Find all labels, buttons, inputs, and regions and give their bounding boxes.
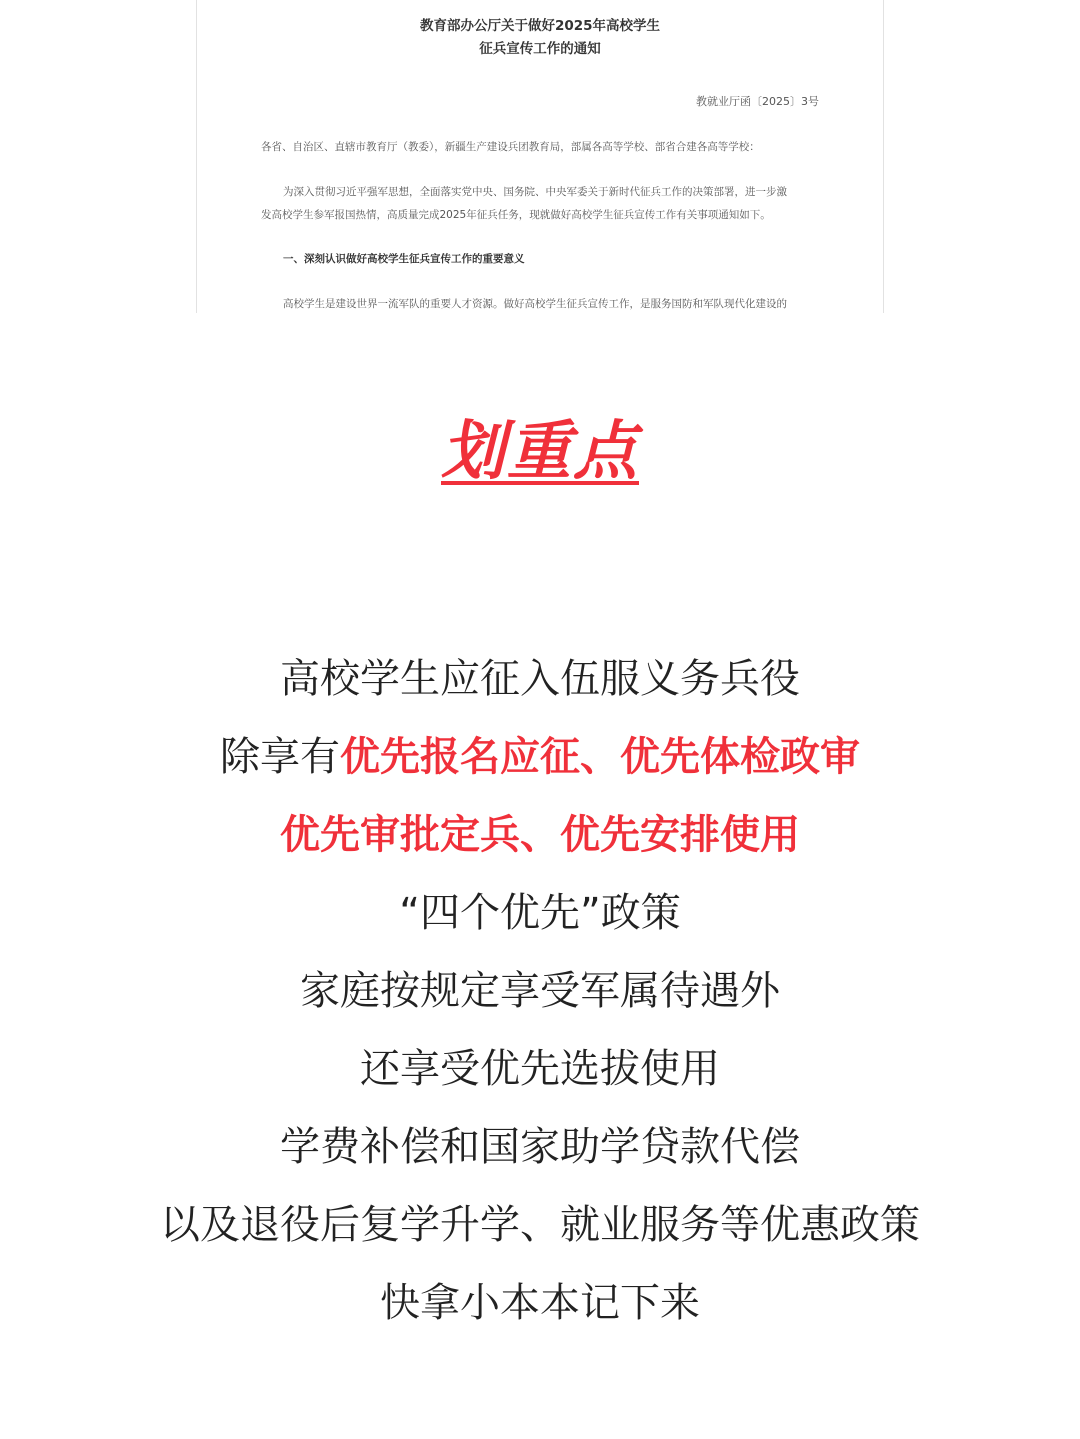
summary-line-5: 家庭按规定享受军属待遇外	[300, 968, 780, 1014]
summary-line-1: 高校学生应征入伍服义务兵役	[280, 656, 800, 702]
document-section1-heading: 一、深刻认识做好高校学生征兵宣传工作的重要意义	[283, 253, 525, 265]
summary-line-8: 以及退役后复学升学、就业服务等优惠政策	[160, 1202, 920, 1248]
document-reference-number: 教就业厅函〔2025〕3号	[696, 95, 819, 108]
summary-line-9: 快拿小本本记下来	[380, 1280, 700, 1326]
summary-line-3-highlight: 优先审批定兵、优先安排使用	[280, 812, 800, 858]
notice-document-image	[196, 0, 884, 313]
policy-summary	[0, 640, 1080, 1342]
document-title-line2: 征兵宣传工作的通知	[479, 41, 601, 57]
summary-line-2	[0, 718, 1080, 796]
summary-line-2-prefix: 除享有	[220, 734, 340, 780]
document-paragraph2-line1: 高校学生是建设世界一流军队的重要人才资源。做好高校学生征兵宣传工作，是服务国防和军队现代化建设的	[283, 298, 787, 310]
summary-line-6: 还享受优先选拔使用	[360, 1046, 720, 1092]
document-title-line1: 教育部办公厅关于做好2025年高校学生	[419, 18, 661, 34]
summary-line-7: 学费补偿和国家助学贷款代偿	[280, 1124, 800, 1170]
document-salutation: 各省、自治区、直辖市教育厅（教委），新疆生产建设兵团教育局，部属各高等学校、部省合建各高等学校：	[261, 141, 760, 153]
document-paragraph1-line2: 发高校学生参军报国热情，高质量完成2025年征兵任务，现就做好高校学生征兵宣传工作有关事项通知如下。	[261, 209, 771, 221]
summary-line-2-highlight: 优先报名应征、优先体检政审	[340, 734, 860, 780]
document-paragraph1-line1: 为深入贯彻习近平强军思想，全面落实党中央、国务院、中央军委关于新时代征兵工作的决策部署，进一步激	[283, 186, 787, 198]
summary-line-4: “四个优先”政策	[399, 890, 681, 936]
highlight-heading: 划重点	[441, 415, 639, 489]
